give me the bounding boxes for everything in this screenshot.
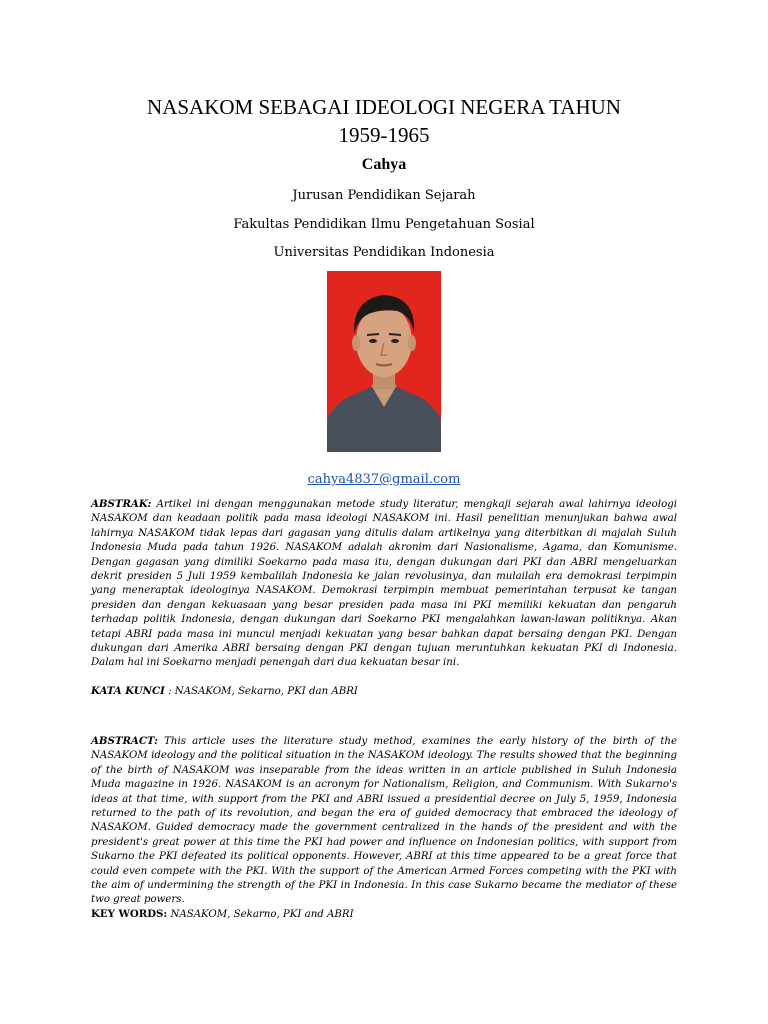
author-name: Cahya	[361, 156, 407, 173]
paper-title	[80, 93, 688, 149]
abstract-paragraph	[91, 734, 677, 908]
author-photo	[327, 271, 441, 452]
keywords-line	[91, 908, 677, 920]
keywords-text: NASAKOM, Sekarno, PKI and ABRI	[170, 909, 354, 920]
kata-kunci-label: KATA KUNCI	[91, 685, 165, 697]
abstrak-paragraph	[91, 497, 677, 671]
abstrak-label: ABSTRAK:	[91, 498, 152, 510]
affiliation-faculty: Fakultas Pendidikan Ilmu Pengetahuan Sosial	[233, 217, 535, 232]
kata-kunci-line	[91, 685, 677, 697]
abstract-label: ABSTRACT:	[91, 735, 158, 747]
abstract-text: This article uses the literature study method, examines the early history of the birth of the NASAKOM ideology and the political situation in the NASAKOM ideology. The results showed that the beginning of the birth of NASAKOM was inseparable from the ideas written in an article published in Suluh Indonesia Muda magazine in 1926. NASAKOM is an acronym for Nationalism, Religion, and Communism. With Sukarno's ideas at that time, with support from the PKI and ABRI issued a presidential decree on July 5, 1959, Indonesia returned to the path of its revolution, and began the era of guided democracy that embraced the ideology of NASAKOM. Guided democracy made the government centralized in the hands of the president and with the president's great power at this time the PKI had power and influence on Indonesian politics, with support from Sukarno the PKI defeated its political opponents. However, ABRI at this time appeared to be a great force that could even compete with the PKI. With the support of the American Armed Forces competing with the PKI with the aim of undermining the strength of the PKI in Indonesia. In this case Sukarno became the mediator of these two great powers.	[91, 736, 677, 906]
title-line-2: 1959-1965	[338, 123, 430, 147]
affiliation-university: Universitas Pendidikan Indonesia	[273, 245, 495, 260]
keywords-label: KEY WORDS:	[91, 908, 168, 920]
title-line-1: NASAKOM SEBAGAI IDEOLOGI NEGERA TAHUN	[147, 95, 621, 119]
kata-kunci-text: : NASAKOM, Sekarno, PKI dan ABRI	[168, 686, 358, 697]
affiliation-department: Jurusan Pendidikan Sejarah	[292, 188, 476, 203]
author-email-link[interactable]: cahya4837@gmail.com	[307, 472, 461, 487]
abstrak-text: Artikel ini dengan menggunakan metode study literatur, mengkaji sejarah awal lahirnya ideologi NASAKOM dan keadaan politik pada masa ideologi NASAKOM ini. Hasil penelitian menunjukan bahwa awal lahirnya NASAKOM tidak lepas dari gagasan yang ditulis dalam artikelnya yang diterbitkan di majalah Suluh Indonesia Muda pada tahun 1926. NASAKOM adalah akronim dari Nasionalisme, Agama, dan Komunisme. Dengan gagasan yang dimiliki Soekarno pada masa itu, dengan dukungan dari PKI dan ABRI mengeluarkan dekrit presiden 5 Juli 1959 kembalilah Indonesia ke jalan revolusinya, dan mulailah era demokrasi terpimpin yang meneraptak ideologinya NASAKOM. Demokrasi terpimpin membuat pemerintahan terpusat ke tangan presiden dan dengan kekuasaan yang besar presiden pada masa ini PKI memiliki kekuatan dan pengaruh terhadap politik Indonesia, dengan dukungan dari Soekarno PKI mengalahkan lawan-lawan politiknya. Akan tetapi ABRI pada masa ini muncul menjadi kekuatan yang besar bahkan dapat bersaing dengan PKI. Dengan dukungan dari Amerika ABRI bersaing dengan PKI dengan tujuan meruntuhkan kekuatan PKI di Indonesia. Dalam hal ini Soekarno menjadi penengah dari dua kekuatan besar ini.	[91, 499, 677, 669]
